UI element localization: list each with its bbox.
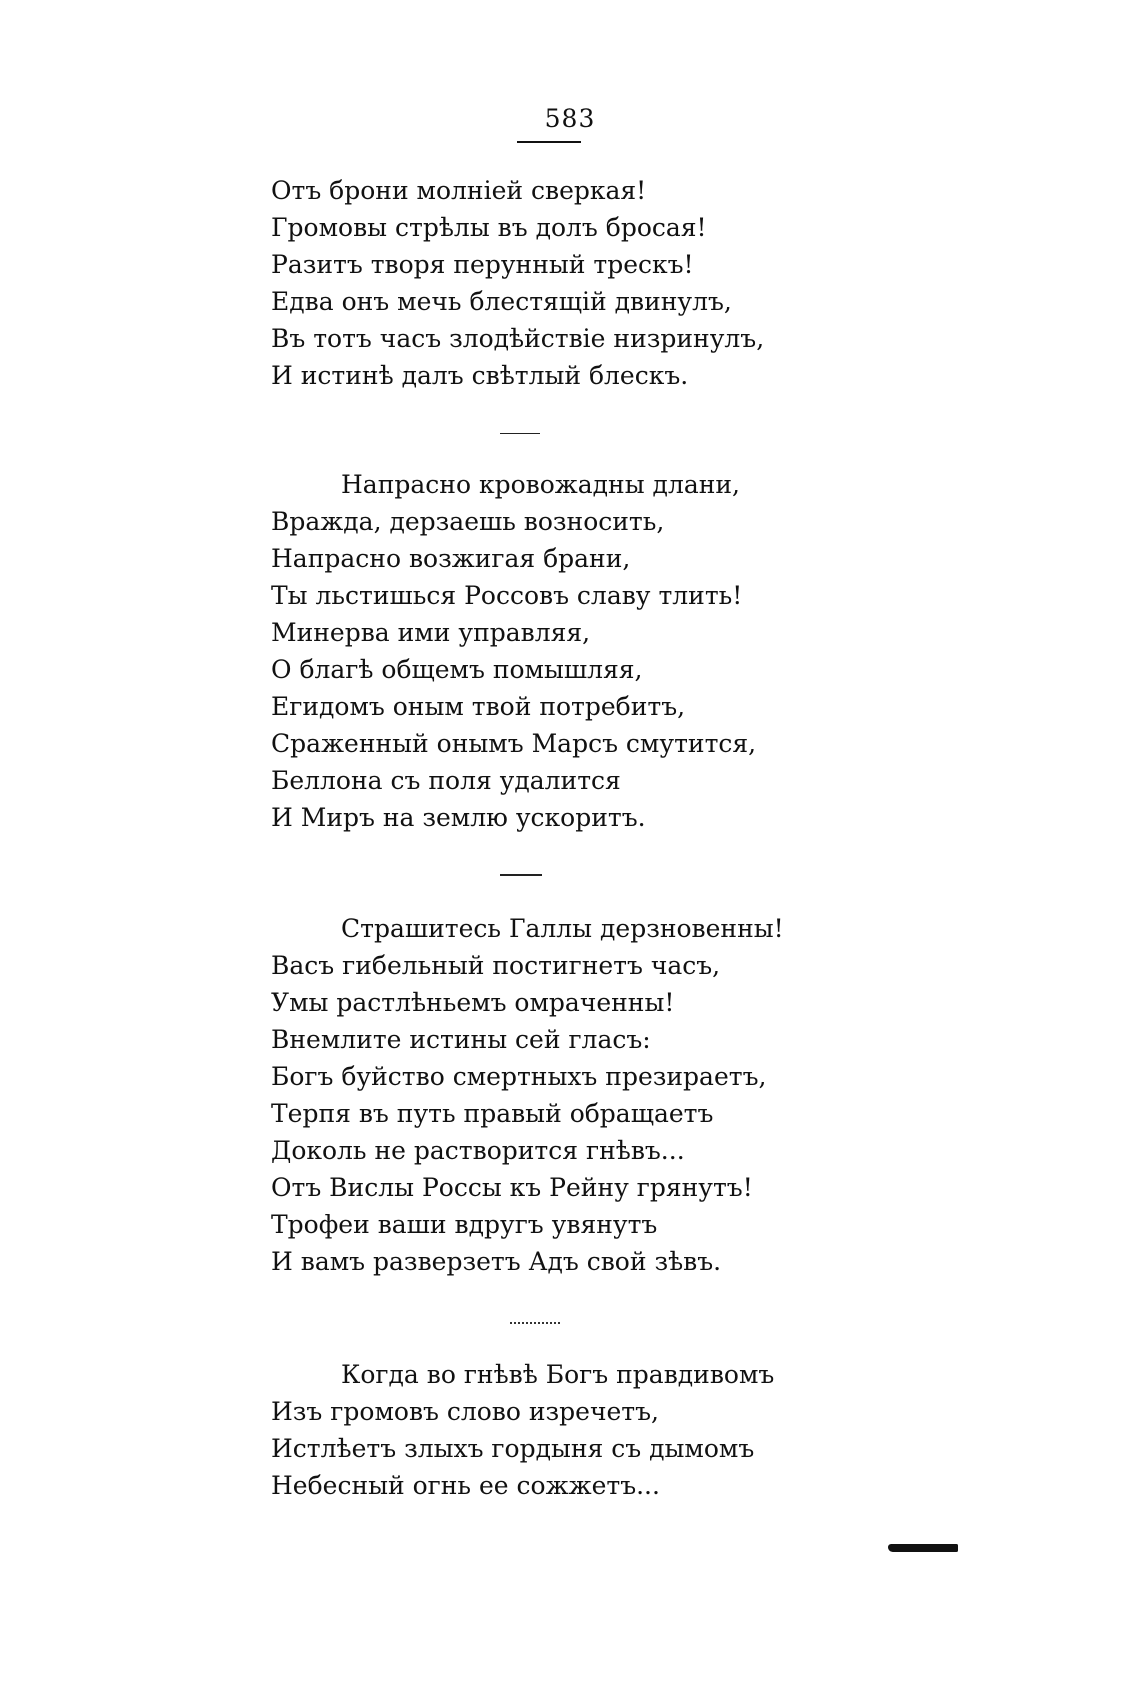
verse-line: Беллона съ поля удалится xyxy=(271,766,621,795)
verse-line: Страшитесь Галлы дерзновенны! xyxy=(341,914,784,943)
verse-line: Сраженный онымъ Марсъ смутится, xyxy=(271,729,757,758)
verse-line: Отъ Вислы Россы къ Рейну грянутъ! xyxy=(271,1173,753,1202)
stanza-2 xyxy=(271,466,911,836)
verse-line: И Миръ на землю ускоритъ. xyxy=(271,803,646,832)
verse-line: Истлѣетъ злыхъ гордыня съ дымомъ xyxy=(271,1434,755,1463)
verse-line: Въ тотъ часъ злодѣйствіе низринулъ, xyxy=(271,324,765,353)
page-number-rule xyxy=(517,141,581,143)
verse-line: Разитъ творя перунный трескъ! xyxy=(271,250,694,279)
verse-line: И вамъ разверзетъ Адъ свой зѣвъ. xyxy=(271,1247,722,1276)
stanza-divider xyxy=(510,1322,560,1324)
end-ornament xyxy=(888,1544,958,1552)
stanza-1 xyxy=(271,172,911,394)
verse-line: Егидомъ оным твой потребитъ, xyxy=(271,692,686,721)
verse-line: Отъ брони молніей сверкая! xyxy=(271,176,647,205)
verse-line: Минерва ими управляя, xyxy=(271,618,591,647)
verse-line: Внемлите истины сей гласъ: xyxy=(271,1025,651,1054)
verse-line: И истинѣ далъ свѣтлый блескъ. xyxy=(271,361,689,390)
verse-line: Васъ гибельный постигнетъ часъ, xyxy=(271,951,721,980)
page-number: 583 xyxy=(544,104,596,133)
verse-line: Терпя въ путь правый обращаетъ xyxy=(271,1099,714,1128)
verse-line: Едва онъ мечь блестящій двинулъ, xyxy=(271,287,732,316)
verse-line: Напрасно возжигая брани, xyxy=(271,544,631,573)
verse-line: Доколь не растворится гнѣвъ... xyxy=(271,1136,685,1165)
verse-line: Трофеи ваши вдругъ увянутъ xyxy=(271,1210,658,1239)
verse-line: Ты льстишься Россовъ славу тлить! xyxy=(271,581,743,610)
stanza-3 xyxy=(271,910,911,1280)
stanza-divider xyxy=(500,874,542,876)
stanza-divider xyxy=(500,433,540,434)
verse-line: Напрасно кровожадны длани, xyxy=(341,470,740,499)
verse-line: Богъ буйство смертныхъ презираетъ, xyxy=(271,1062,767,1091)
verse-line: Умы растлѣньемъ омраченны! xyxy=(271,988,675,1017)
verse-line: Изъ громовъ слово изречетъ, xyxy=(271,1397,659,1426)
verse-line: О благѣ общемъ помышляя, xyxy=(271,655,643,684)
verse-line: Громовы стрѣлы въ долъ бросая! xyxy=(271,213,707,242)
verse-line: Вражда, дерзаешь возносить, xyxy=(271,507,665,536)
stanza-4 xyxy=(271,1356,911,1504)
verse-line: Когда во гнѣвѣ Богъ правдивомъ xyxy=(341,1360,775,1389)
verse-line: Небесный огнь ее сожжетъ... xyxy=(271,1471,660,1500)
